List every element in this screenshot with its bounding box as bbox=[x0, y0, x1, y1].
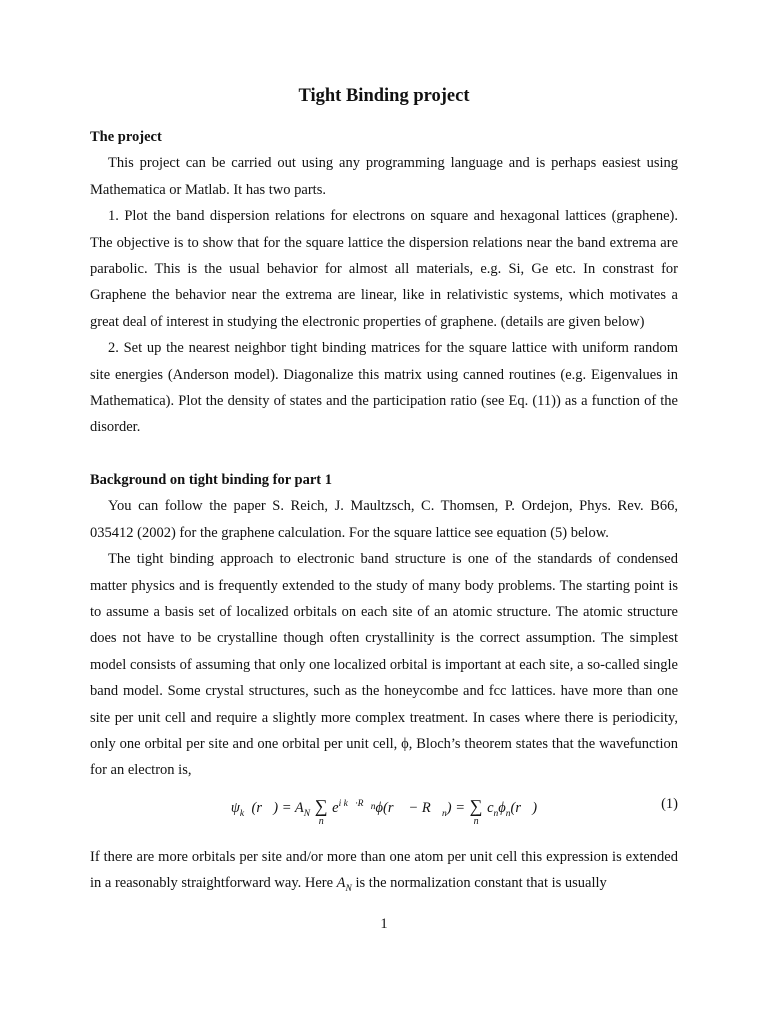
paragraph-intro: This project can be carried out using any programming language and is perhaps easiest using Mathematica or Matlab. It has two parts. bbox=[90, 155, 678, 198]
section-heading-project: The project bbox=[90, 129, 162, 145]
bloch-wavefunction-equation: $\psi_{k⃗}(r⃗) = A_N$ ∑ n $e^{i k⃗\cdot R⃗_n}\phi(r⃗$ − $R⃗_n$) = ∑ n $c_n\phi_n(r⃗)$ bbox=[230, 795, 538, 827]
section-heading-background: Background on tight binding for part 1 bbox=[90, 471, 332, 488]
paragraph-reference: You can follow the paper S. Reich, J. Maultzsch, C. Thomsen, P. Ordejon, Phys. Rev. B66, 035412 (2002) for the graphene calculation. For the square lattice see equation (5) below. bbox=[90, 498, 678, 541]
normalization-symbol: $A_N$ bbox=[336, 875, 352, 895]
paragraph-after-equation bbox=[90, 844, 678, 903]
page-title: Tight Binding project bbox=[298, 86, 470, 106]
text-before-normalization: If there are more orbitals per site and/or more than one atom per unit cell this expression is extended in a reasonably straightforward way. Here bbox=[90, 848, 678, 892]
equation-1 bbox=[90, 788, 678, 842]
paragraph-tight-binding: The tight binding approach to electronic band structure is one of the standards of condensed matter physics and is frequently extended to the study of many body problems. The starting point is to assume a basis set of localized orbitals on each site of an atomic structure. The atomic structure does not have to be crystalline though often crystallinity is the correct assumption. The simplest model consists of assuming that only one localized orbital is important at each site, a so-called single band model. Some crystal structures, such as the honeycombe and fcc lattices. have more than one site per unit cell and require a slightly more complex treatment. In cases where there is periodicity, only one orbital per site and one orbital per unit cell, ϕ, Bloch’s theorem states that the wavefunction for an electron is, bbox=[90, 551, 678, 779]
paragraph-part-1: 1. Plot the band dispersion relations for electrons on square and hexagonal lattices (graphene). The objective is to show that for the square lattice the dispersion relations near the band extrema are parabolic. This is the usual behavior for almost all materials, e.g. Si, Ge etc. In constrast for Graphene the behavior near the extrema are linear, like in relativistic systems, which motivates a great deal of interest in studying the electronic properties of graphene. (details are given below) bbox=[90, 208, 678, 330]
text-after-normalization: is the normalization constant that is usually bbox=[351, 875, 607, 892]
equation-number: (1) bbox=[661, 795, 678, 812]
document-body bbox=[90, 124, 678, 902]
paragraph-part-2: 2. Set up the nearest neighbor tight binding matrices for the square lattice with uniform random site energies (Anderson model). Diagonalize this matrix using canned routines (e.g. Eigenvalues in Mathematica). Plot the density of states and the participation ratio (see Eq. (11)) as a function of the disorder. bbox=[90, 340, 678, 436]
page-number: 1 bbox=[380, 916, 388, 932]
